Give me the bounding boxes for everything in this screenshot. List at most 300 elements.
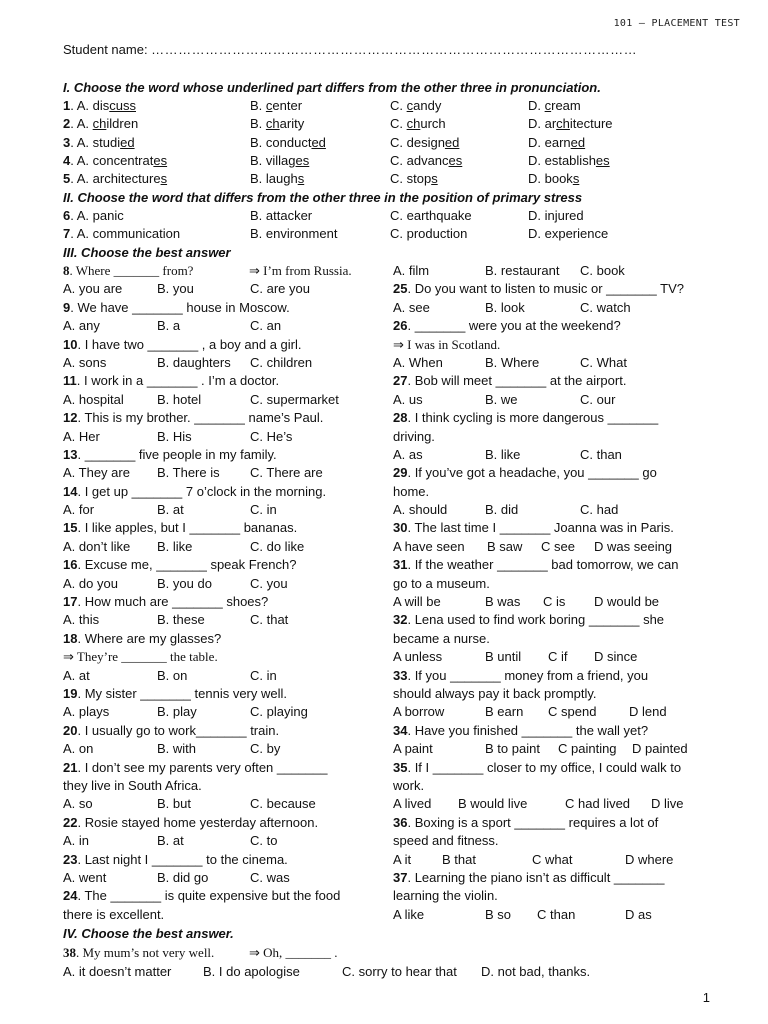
option: B. you (157, 281, 194, 297)
option-prefix: A. concentrat (76, 153, 154, 168)
question-number: 34 (393, 722, 408, 738)
option-prefix: D. (528, 98, 545, 113)
question-number: 23 (63, 851, 78, 867)
pronunciation-row (63, 153, 723, 171)
q38-option-a: A. it doesn’t matter (63, 964, 172, 979)
question-text (63, 593, 268, 611)
section-3-title: III. Choose the best answer (63, 245, 231, 260)
options-row (63, 464, 383, 482)
option-prefix: A. dis (76, 98, 110, 113)
option: A will be (393, 594, 441, 610)
question-text (63, 519, 297, 537)
options-row (393, 446, 723, 464)
question-text (63, 372, 279, 390)
question-text (393, 722, 648, 740)
question-text (63, 851, 288, 869)
option: A. this (63, 612, 100, 628)
question-9 (63, 299, 383, 317)
question-stem: . If you _______ money from a friend, you (407, 667, 649, 683)
option-prefix: B. laugh (250, 171, 298, 186)
question-stem: . Learning the piano isn’t as difficult _______ (407, 869, 665, 885)
option: C if (548, 649, 568, 665)
question-number: 30 (393, 520, 408, 536)
option: C. our (580, 391, 616, 407)
option-b (250, 116, 304, 131)
question-25 (393, 280, 723, 298)
question-stem: . The _______ is quite expensive but the food (77, 888, 341, 904)
continuation-text: go to a museum. (393, 575, 490, 591)
section-3-left-column (63, 262, 383, 924)
option-suffix: itecture (569, 116, 613, 131)
continuation-text: home. (393, 483, 430, 499)
question-number: 37 (393, 869, 408, 885)
option: C. What (580, 354, 627, 370)
options-row (393, 703, 723, 721)
question-stem: . Have you finished _______ the wall yet? (407, 722, 649, 738)
option-c: C. production (390, 226, 468, 241)
underlined-part: s (297, 171, 305, 186)
option: C. than (580, 446, 622, 462)
option: B. daughters (157, 354, 231, 370)
option-prefix: B. conduct (250, 135, 312, 150)
option: D would be (594, 594, 660, 610)
option: B. There is (157, 465, 220, 481)
question-stem: . If you’ve got a headache, you _______ go (407, 465, 657, 481)
option: C what (532, 851, 573, 867)
question-number: 5 (63, 171, 71, 186)
underlined-part: es (595, 153, 610, 168)
option: B so (485, 906, 512, 922)
question-continuation (393, 887, 723, 905)
continuation-text: work. (393, 777, 425, 793)
options-row (63, 869, 383, 887)
option: A. you are (63, 281, 123, 297)
section-4-title: IV. Choose the best answer. (63, 926, 234, 941)
option: B. restaurant (485, 263, 560, 278)
continuation-text: learning the violin. (393, 888, 498, 904)
option: B earn (485, 704, 524, 720)
question-stem: . Excuse me, _______ speak French? (77, 557, 297, 573)
option: B. like (157, 538, 193, 554)
option: C. supermarket (250, 391, 339, 407)
options-row (63, 575, 383, 593)
question-16 (63, 556, 383, 574)
question-27 (393, 372, 723, 390)
option-d (528, 171, 579, 186)
question-38 (63, 945, 763, 963)
option-d (528, 98, 581, 113)
underlined-part: ed (120, 135, 135, 150)
question-text (63, 685, 287, 703)
question-number: 27 (393, 373, 408, 389)
options-row (63, 354, 383, 372)
continuation-text: ⇒ They’re _______ the table. (63, 649, 218, 665)
option: C. are you (250, 281, 310, 297)
option: C. because (250, 796, 316, 812)
option-a: 2. A. children (63, 116, 139, 131)
underlined-part: s (160, 171, 168, 186)
options-row (393, 740, 723, 758)
option: B. look (485, 299, 525, 315)
question-continuation (393, 336, 723, 354)
question-stem: . Where are my glasses? (77, 630, 222, 646)
option: D as (625, 906, 652, 922)
question-18 (63, 630, 383, 648)
option-b (250, 153, 309, 168)
underlined-part: s (431, 171, 438, 186)
option: C. that (250, 612, 289, 628)
underlined-part: ch (265, 116, 280, 131)
option: A. went (63, 869, 107, 885)
option-suffix: urch (420, 116, 446, 131)
question-text (393, 611, 664, 629)
options-row (63, 501, 383, 519)
option-prefix: C. design (390, 135, 445, 150)
question-number: 3 (63, 135, 71, 150)
option: A. in (63, 833, 90, 849)
student-name-line (63, 42, 637, 57)
question-continuation (393, 575, 723, 593)
option-d: D. injured (528, 208, 584, 223)
underlined-part: c (544, 98, 552, 113)
options-row (393, 391, 723, 409)
stress-row (63, 226, 723, 244)
underlined-part: c (406, 98, 414, 113)
question-stem: . I work in a _______ . I’m a doctor. (76, 373, 280, 389)
question-number: 13 (63, 446, 78, 462)
option-prefix: B. villag (250, 153, 296, 168)
option: C. watch (580, 299, 631, 315)
option: A. sons (63, 354, 107, 370)
continuation-text: became a nurse. (393, 630, 490, 646)
option-a: 1. A. discuss (63, 98, 136, 113)
option: B. did (485, 502, 519, 518)
option: C. in (250, 667, 277, 683)
option: A. for (63, 502, 95, 518)
q38-options (63, 964, 763, 982)
option: C than (537, 906, 576, 922)
question-stem: . How much are _______ shoes? (77, 594, 269, 610)
option: D lend (629, 704, 667, 720)
question-number: 21 (63, 759, 78, 775)
option: C. There are (250, 465, 323, 481)
question-28 (393, 409, 723, 427)
question-26 (393, 317, 723, 335)
option: A. They are (63, 465, 130, 481)
option: C see (541, 538, 575, 554)
option-c (390, 116, 446, 131)
section-2-title: II. Choose the word that differs from the other three in the position of primary stress (63, 190, 583, 205)
option: B would live (458, 796, 528, 812)
question-text (393, 372, 626, 390)
option: B to paint (485, 741, 540, 757)
question-30 (393, 519, 723, 537)
option-b (250, 171, 304, 186)
option: B. His (157, 428, 192, 444)
pronunciation-row (63, 116, 723, 134)
option-c (390, 171, 438, 186)
question-number: 22 (63, 814, 78, 830)
question-number: 29 (393, 465, 408, 481)
option-prefix: A. (76, 116, 93, 131)
question-continuation (393, 630, 723, 648)
option-prefix: D. earn (528, 135, 571, 150)
question-stem: . This is my brother. _______ name’s Paul. (77, 410, 324, 426)
option: A it (393, 851, 412, 867)
question-32 (393, 611, 723, 629)
question-text (63, 336, 302, 354)
underlined-part: ch (556, 116, 570, 131)
underlined-part: ed (311, 135, 326, 150)
question-number: 10 (63, 336, 78, 352)
question-continuation (63, 777, 383, 795)
question-continuation (393, 483, 723, 501)
option: D since (594, 649, 638, 665)
question-text (393, 869, 665, 887)
question-stem: . If I _______ closer to my office, I could walk to (407, 759, 682, 775)
option: A. plays (63, 704, 110, 720)
page-number: 1 (702, 990, 710, 1005)
underlined-part: ed (570, 135, 586, 150)
option-suffix: andy (413, 98, 442, 113)
continuation-text: ⇒ I was in Scotland. (393, 336, 501, 352)
option: C. to (250, 833, 278, 849)
question-34 (393, 722, 723, 740)
option-d (528, 135, 585, 150)
question-12 (63, 409, 383, 427)
option: A. as (393, 446, 423, 462)
option: C. you (250, 575, 288, 591)
option-c (390, 135, 459, 150)
question-number: 25 (393, 281, 408, 297)
question-text (63, 887, 340, 905)
question-continuation (63, 906, 383, 924)
option-prefix: C. stop (390, 171, 432, 186)
options-row (393, 851, 723, 869)
continuation-text: should always pay it back promptly. (393, 685, 597, 701)
question-29 (393, 464, 723, 482)
q38-option-b: B. I do apologise (203, 964, 300, 979)
option: B. play (157, 704, 197, 720)
question-text (393, 519, 674, 537)
option-prefix: C. (390, 98, 407, 113)
option: B. Where (485, 354, 540, 370)
option: C had lived (565, 796, 631, 812)
question-continuation (393, 777, 723, 795)
question-number: 26 (393, 318, 408, 334)
question-stem: . I get up _______ 7 o’clock in the morning. (77, 483, 327, 499)
question-stem: . I have two _______ , a boy and a girl. (77, 336, 302, 352)
question-text (63, 262, 193, 280)
stress-row (63, 208, 723, 226)
option: C spend (548, 704, 597, 720)
question-number: 17 (63, 594, 78, 610)
underlined-part: ch (406, 116, 421, 131)
question-text (63, 759, 328, 777)
question-number: 6 (63, 208, 71, 223)
question-number: 8 (63, 263, 70, 278)
question-number: 20 (63, 722, 78, 738)
option: B was (485, 594, 521, 610)
options-row (63, 740, 383, 758)
question-21 (63, 759, 383, 777)
question-text (63, 446, 277, 464)
question-22 (63, 814, 383, 832)
student-name-dots: ……………………………………………………………………………………………… (151, 42, 638, 57)
question-8 (63, 262, 383, 280)
question-stem: . Do you want to listen to music or _______ TV? (407, 281, 684, 297)
option: C. book (580, 263, 625, 278)
option-b (250, 98, 302, 113)
option-prefix: A. architecture (76, 171, 161, 186)
option: C. in (250, 502, 277, 518)
options-row (393, 262, 723, 280)
option-c (390, 153, 462, 168)
option: B saw (487, 538, 523, 554)
option: C. was (250, 869, 290, 885)
option: A. film (393, 263, 430, 278)
option: C. by (250, 741, 281, 757)
question-number: 4 (63, 153, 71, 168)
options-row (393, 906, 723, 924)
question-continuation (393, 685, 723, 703)
continuation-text: they live in South Africa. (63, 777, 202, 793)
question-number: 36 (393, 814, 408, 830)
option: A have seen (393, 538, 465, 554)
option: D painted (632, 741, 688, 757)
question-text (393, 317, 621, 335)
options-row (63, 795, 383, 813)
option: A. When (393, 354, 443, 370)
option: A borrow (393, 704, 445, 720)
option-b: B. attacker (250, 208, 313, 223)
option: B. like (485, 446, 521, 462)
question-text (63, 814, 318, 832)
options-row (63, 832, 383, 850)
option: D was seeing (594, 538, 673, 554)
option: C. playing (250, 704, 308, 720)
option-suffix: arity (279, 116, 305, 131)
option: B. did go (157, 869, 209, 885)
option: A. any (63, 318, 100, 334)
question-stem: . Lena used to find work boring _______ she (407, 612, 665, 628)
option-a: 4. A. concentrates (63, 153, 168, 168)
question-number: 1 (63, 98, 71, 113)
question-text (63, 299, 290, 317)
section-1-title: I. Choose the word whose underlined part differs from the other three in pronunciation. (63, 80, 601, 95)
option: A. at (63, 667, 90, 683)
options-row (63, 391, 383, 409)
option-d: D. experience (528, 226, 609, 241)
option-prefix: B. (250, 98, 266, 113)
option-prefix: D. establish (528, 153, 596, 168)
options-row (63, 280, 383, 298)
option: B that (442, 851, 476, 867)
options-row (63, 611, 383, 629)
option: B. you do (157, 575, 212, 591)
option: A like (393, 906, 425, 922)
underlined-part: es (448, 153, 463, 168)
question-text (63, 556, 296, 574)
question-number: 35 (393, 759, 408, 775)
options-row (63, 703, 383, 721)
underlined-part: cuss (109, 98, 136, 113)
question-stem: . My sister _______ tennis very well. (77, 685, 288, 701)
pronunciation-row (63, 98, 723, 116)
option: B. with (157, 741, 197, 757)
option: A. Her (63, 428, 100, 444)
question-stem: . Last night I _______ to the cinema. (77, 851, 288, 867)
option-prefix: B. (250, 116, 266, 131)
question-31 (393, 556, 723, 574)
question-number: 14 (63, 483, 78, 499)
option-d (528, 116, 613, 131)
option: A. don’t like (63, 538, 131, 554)
option: B. at (157, 502, 184, 518)
option: A. hospital (63, 391, 124, 407)
options-row (393, 538, 723, 556)
option: A lived (393, 796, 432, 812)
continuation-text: speed and fitness. (393, 833, 499, 849)
option: A. us (393, 391, 423, 407)
question-13 (63, 446, 383, 464)
option-prefix: D. book (528, 171, 573, 186)
option: B. these (157, 612, 205, 628)
section-3-right-column (393, 262, 723, 924)
question-stem: . Where _______ from? (69, 263, 194, 278)
question-stem: . We have _______ house in Moscow. (70, 299, 290, 315)
question-number: 16 (63, 557, 78, 573)
option: B. a (157, 318, 181, 334)
options-row (63, 667, 383, 685)
option-d (528, 153, 610, 168)
question-number: 9 (63, 299, 71, 315)
question-stem: . Bob will meet _______ at the airport. (407, 373, 627, 389)
option-a: 5. A. architectures (63, 171, 168, 186)
continuation-text: driving. (393, 428, 435, 444)
continuation-text: there is excellent. (63, 906, 165, 922)
question-stem: . If the weather _______ bad tomorrow, we can (407, 557, 679, 573)
option-text: A. panic (76, 208, 124, 223)
question-stem: . _______ were you at the weekend? (407, 318, 621, 334)
question-continuation (63, 648, 383, 666)
option: A unless (393, 649, 443, 665)
option: A. so (63, 796, 93, 812)
header-title: 101 – PLACEMENT TEST (613, 18, 740, 29)
q38-text: . My mum’s not very well. (76, 945, 215, 960)
question-number: 19 (63, 685, 78, 701)
option: B until (485, 649, 522, 665)
question-text (63, 409, 323, 427)
question-text (393, 280, 684, 298)
student-name-label: Student name: (63, 42, 152, 57)
option-text: A. communication (76, 226, 181, 241)
option: A. do you (63, 575, 118, 591)
question-stem: . Boxing is a sport _______ requires a lot of (407, 814, 659, 830)
question-stem: . I usually go to work_______ train. (77, 722, 280, 738)
option: B. on (157, 667, 188, 683)
question-stem: . _______ five people in my family. (77, 446, 277, 462)
option: D where (625, 851, 674, 867)
question-text (393, 409, 658, 427)
pronunciation-row (63, 135, 723, 153)
option-c (390, 98, 441, 113)
question-text (63, 630, 221, 648)
question-15 (63, 519, 383, 537)
option-prefix: A. studi (76, 135, 121, 150)
option-b (250, 135, 326, 150)
options-row (63, 317, 383, 335)
